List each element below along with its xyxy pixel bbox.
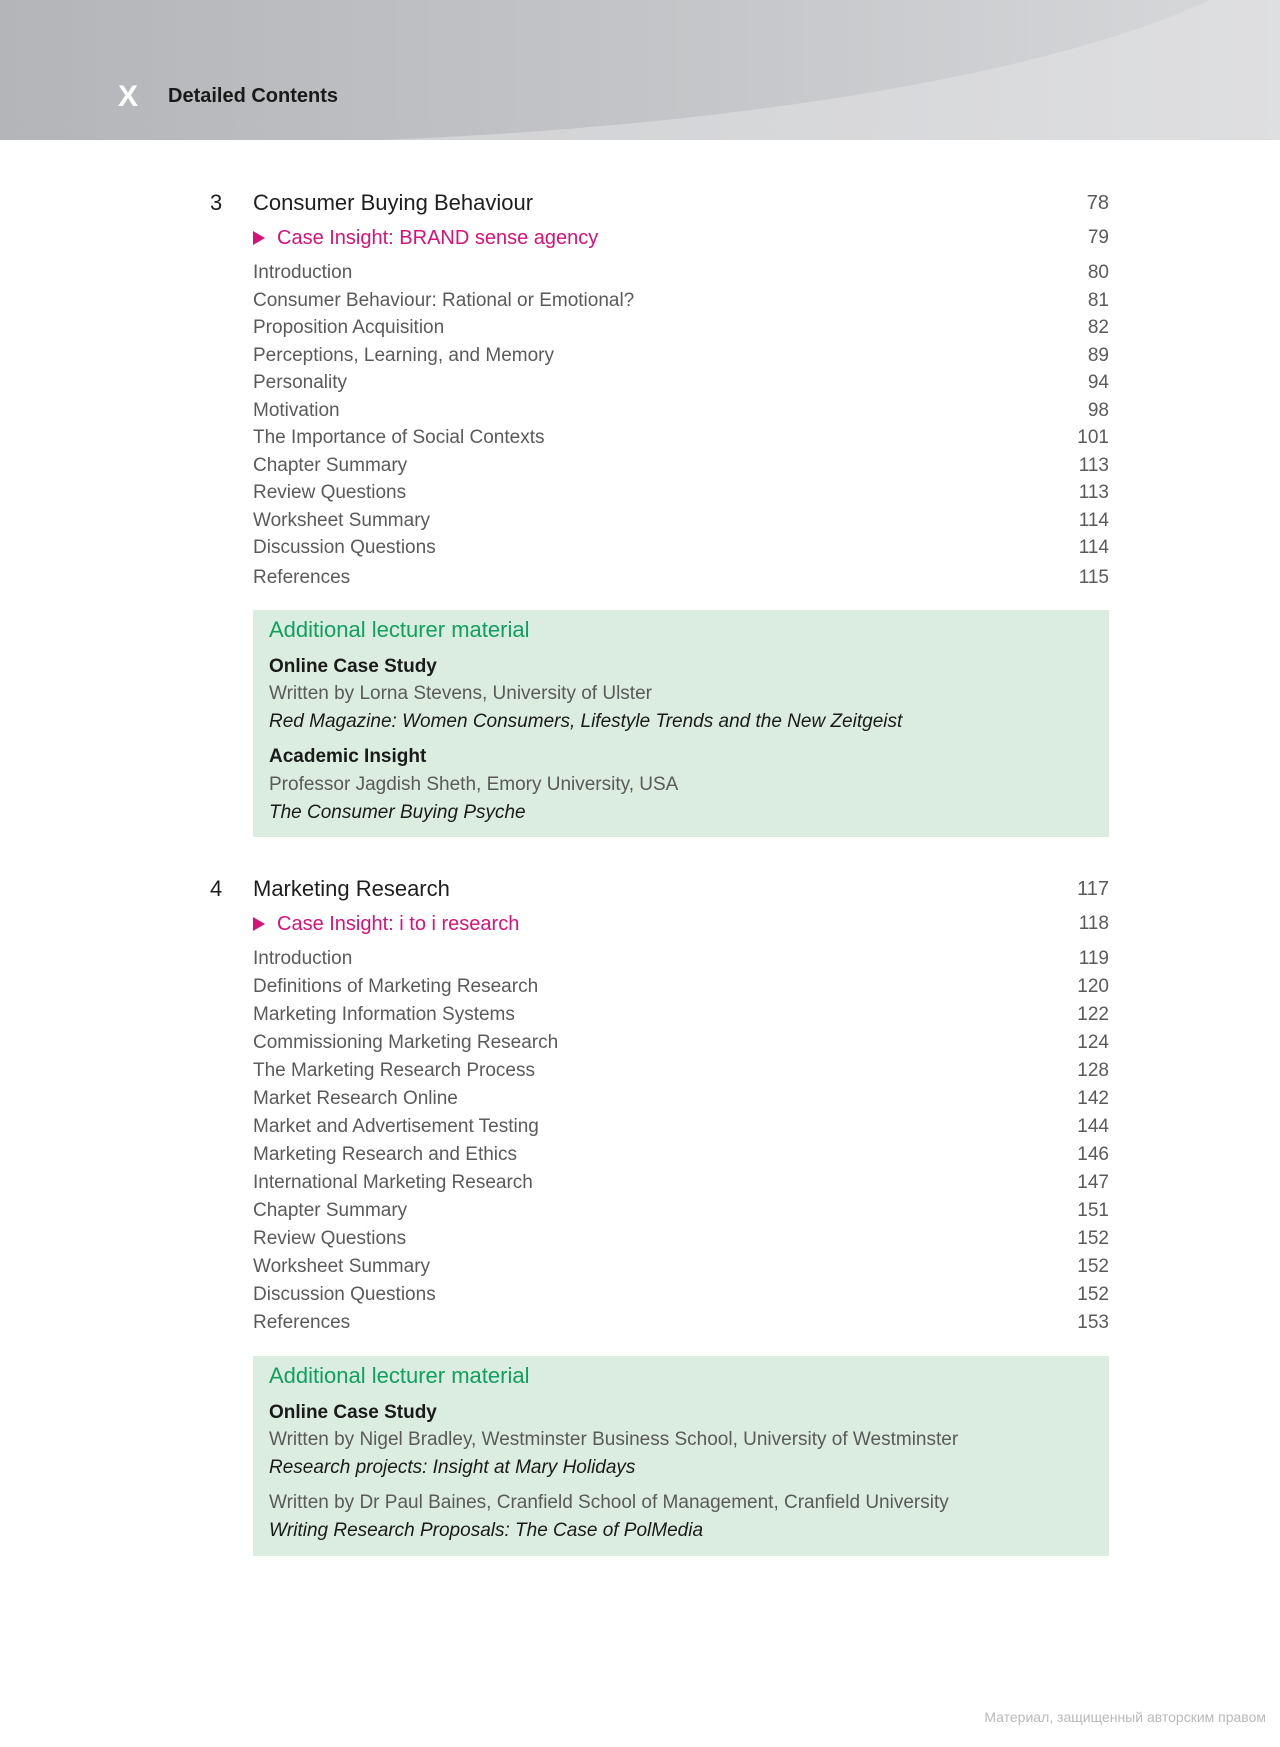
toc-entry-page: 151 [1077,1200,1109,1221]
toc-entry-label: Marketing Research and Ethics [253,1144,518,1165]
toc-entry-page: 114 [1078,537,1109,558]
toc-entry-page: 146 [1077,1144,1109,1165]
toc-entry-page: 152 [1077,1228,1109,1249]
toc-entry-label: Worksheet Summary [253,1256,431,1277]
toc-entry-label: Personality [253,372,347,393]
toc-entry-label: The Marketing Research Process [253,1060,535,1081]
toc-entry[interactable] [253,565,1109,591]
toc-entry-label: References [253,567,351,588]
chapter-page: 117 [1077,878,1109,900]
toc-entry-label: Market Research Online [253,1088,458,1109]
toc-entry[interactable] [253,343,1109,369]
toc-entry[interactable] [253,535,1109,561]
toc-entry-label: Review Questions [253,482,407,503]
online-case-study-author: Written by Nigel Bradley, Westminster Business School, University of Westminster [269,1429,959,1450]
toc-entry-page: 142 [1077,1088,1109,1109]
toc-entry[interactable] [253,1058,1109,1084]
toc-entry[interactable] [253,370,1109,396]
toc-entry-page: 94 [1087,372,1109,393]
toc-entry-page: 98 [1087,399,1109,421]
case-insight-entry[interactable] [253,910,1109,938]
header-band [0,0,1280,140]
lecturer-material-box [253,610,1109,837]
toc-entry-label: Review Questions [253,1228,407,1249]
toc-entry[interactable] [253,1142,1109,1168]
toc-entry-label: Commissioning Marketing Research [253,1032,559,1053]
chapter-number: 4 [210,876,223,901]
chapter-page: 78 [1086,192,1109,214]
case-insight-page: 118 [1078,913,1109,934]
running-header-title: Detailed Contents [168,85,339,107]
toc-entry[interactable] [253,1114,1109,1140]
toc-entry-page: 114 [1078,509,1109,531]
toc-entry[interactable] [253,1226,1109,1252]
toc-entry-label: Definitions of Marketing Research [253,976,539,997]
copyright-watermark: Материал, защищенный авторским правом [984,1709,1266,1725]
case-insight-entry[interactable] [253,224,1109,252]
toc-entry[interactable] [253,946,1109,972]
toc-entry-page: 82 [1087,317,1109,338]
page-number-roman: X [118,80,139,113]
online-case-study-author: Written by Dr Paul Baines, Cranfield School of Management, Cranfield University [269,1492,949,1513]
toc-entry[interactable] [253,1254,1109,1280]
toc-entry-label: Perceptions, Learning, and Memory [253,344,554,366]
toc-entry[interactable] [253,1170,1109,1196]
toc-entry-label: International Marketing Research [253,1172,533,1193]
case-insight-page: 79 [1087,227,1109,248]
toc-entry-page: 147 [1077,1172,1109,1193]
toc-entry-page: 115 [1078,567,1109,588]
toc-entry-page: 120 [1077,976,1109,997]
toc-entry-page: 119 [1078,948,1109,969]
online-case-study-label: Online Case Study [269,1402,437,1423]
toc-entry-page: 81 [1087,289,1109,311]
online-case-study-label: Online Case Study [269,656,437,677]
online-case-study-author: Written by Lorna Stevens, University of Ulster [269,683,652,704]
lecturer-material-heading: Additional lecturer material [269,617,530,642]
toc-entry-label: Market and Advertisement Testing [253,1116,539,1137]
toc-entry-label: Discussion Questions [253,537,436,558]
triangle-bullet-icon [253,917,265,931]
toc-entry-label: References [253,1312,351,1333]
toc-entry-page: 152 [1077,1256,1109,1277]
toc-entry-page: 124 [1077,1032,1109,1053]
toc-entry-page: 128 [1077,1060,1109,1081]
online-case-study-title[interactable]: Red Magazine: Women Consumers, Lifestyle Trends and the New Zeitgeist [269,711,903,732]
toc-entry-label: Chapter Summary [253,1200,408,1221]
toc-entry[interactable] [253,453,1109,479]
online-case-study-title[interactable]: Research projects: Insight at Mary Holidays [269,1457,636,1478]
academic-insight-label: Academic Insight [269,746,427,767]
toc-entry-label: Motivation [253,399,340,421]
toc-entry[interactable] [253,1282,1109,1308]
toc-entry[interactable] [253,974,1109,1000]
academic-insight-author: Professor Jagdish Sheth, Emory University, USA [269,774,679,795]
toc-entry[interactable] [253,260,1109,286]
case-insight-label: Case Insight: BRAND sense agency [277,227,599,249]
toc-entry-page: 80 [1087,262,1109,283]
toc-entry-page: 152 [1077,1284,1109,1305]
toc-entry-label: Consumer Behaviour: Rational or Emotional? [253,289,635,311]
toc-entry-page: 113 [1078,454,1109,476]
toc-entry-label: Discussion Questions [253,1284,436,1305]
chapter-number: 3 [210,190,223,215]
toc-entry[interactable] [253,1030,1109,1056]
header-swoosh [0,0,1280,140]
toc-entry-label: Worksheet Summary [253,509,431,531]
toc-entry[interactable] [253,398,1109,424]
toc-entry[interactable] [253,1198,1109,1224]
toc-entry-label: The Importance of Social Contexts [253,427,545,448]
lecturer-material-box [253,1356,1109,1556]
toc-entry-page: 101 [1077,427,1109,448]
toc-entry[interactable] [253,425,1109,451]
lecturer-material-heading: Additional lecturer material [269,1363,530,1388]
toc-entry[interactable] [253,1310,1109,1336]
toc-entry[interactable] [253,1002,1109,1028]
toc-entry[interactable] [253,508,1109,534]
toc-entry-page: 89 [1087,344,1109,366]
online-case-study-title[interactable]: Writing Research Proposals: The Case of PolMedia [269,1520,704,1541]
academic-insight-title[interactable]: The Consumer Buying Psyche [269,802,526,823]
triangle-bullet-icon [253,231,265,245]
toc-entry-label: Introduction [253,262,353,283]
toc-entry[interactable] [253,480,1109,506]
chapter-heading[interactable] [210,874,1109,904]
toc-entry-label: Marketing Information Systems [253,1004,515,1025]
chapter-title: Consumer Buying Behaviour [253,190,534,215]
toc-entry[interactable] [253,315,1109,341]
toc-entry-page: 113 [1078,482,1109,503]
toc-entry-label: Proposition Acquisition [253,317,445,338]
toc-entry[interactable] [253,1086,1109,1112]
toc-entry-label: Introduction [253,948,353,969]
chapter-title: Marketing Research [253,876,450,901]
case-insight-label: Case Insight: i to i research [277,913,520,935]
toc-entry-page: 144 [1077,1116,1109,1137]
toc-entry[interactable] [253,288,1109,314]
toc-entry-page: 122 [1077,1004,1109,1025]
toc-entry-page: 153 [1077,1312,1109,1333]
toc-entry-label: Chapter Summary [253,454,408,476]
chapter-heading[interactable] [210,188,1109,218]
